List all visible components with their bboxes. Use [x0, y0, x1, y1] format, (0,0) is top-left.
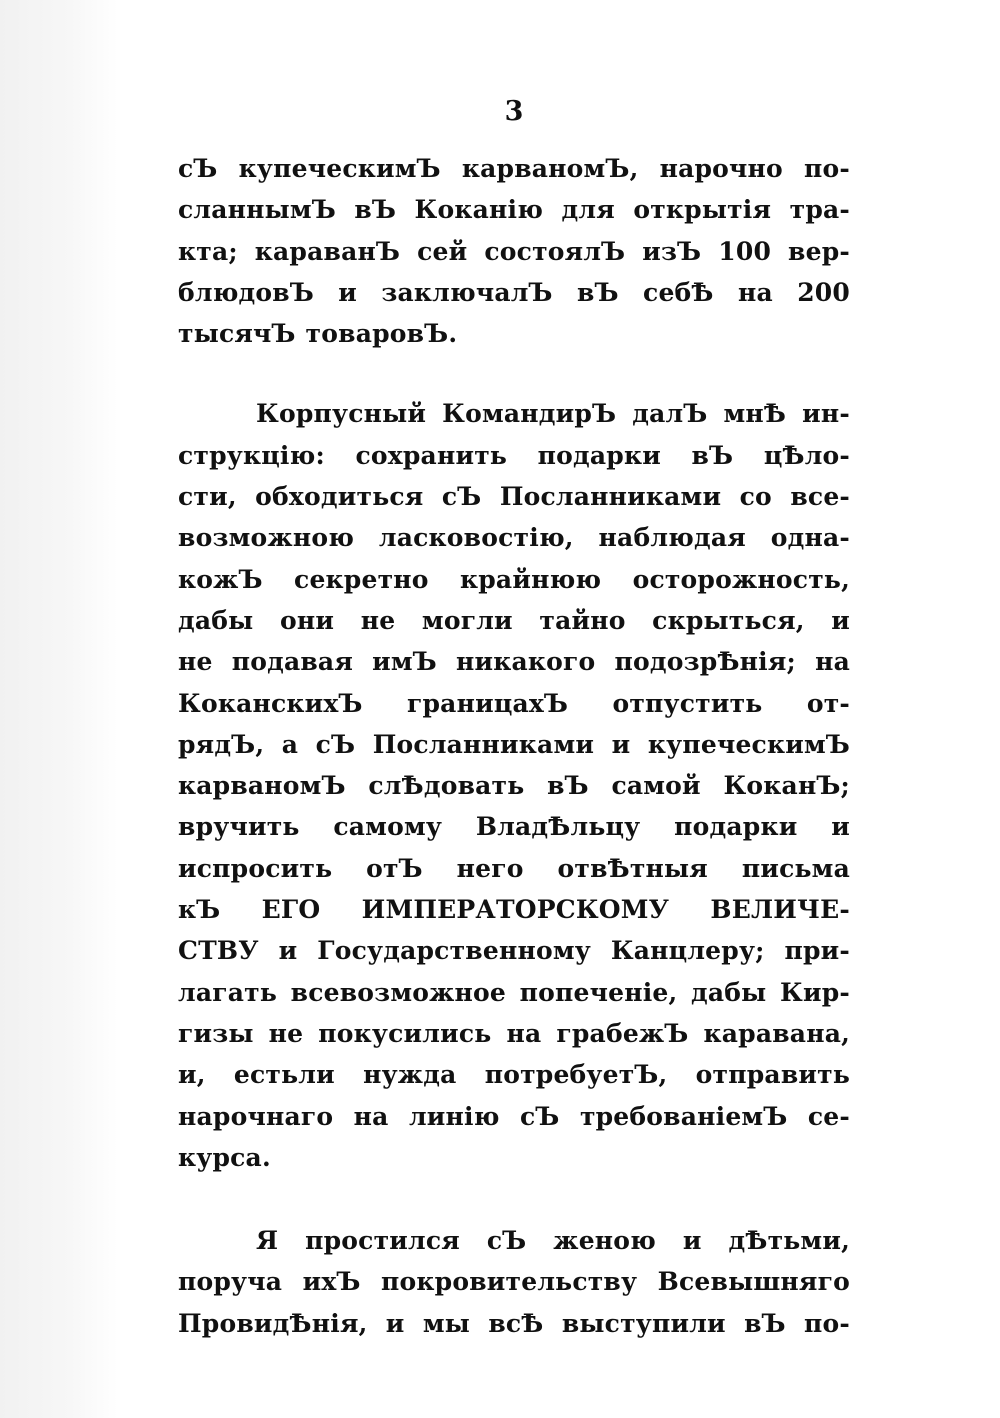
- text-line: гизы не покусились на грабежЪ каравана,: [178, 1018, 850, 1048]
- text-line: блюдовЪ и заключалЪ вЪ себѢ на 200: [178, 277, 850, 307]
- text-line: курса.: [178, 1142, 271, 1172]
- text-line: тысячЪ товаровЪ.: [178, 319, 458, 349]
- text-line: не подавая имЪ никакого подозрѢнiя; на: [178, 647, 850, 677]
- text-line: струкцiю: сохранить подарки вЪ цѢло-: [178, 440, 850, 470]
- paragraph-3: [178, 1220, 850, 1344]
- text-line: поруча ихЪ покровительству Всевышняго: [178, 1267, 850, 1297]
- text-line: сланнымЪ вЪ Коканiю для открытiя тра-: [178, 195, 850, 225]
- text-line: нарочнаго на линiю сЪ требованiемЪ се-: [178, 1101, 850, 1131]
- text-line: испросить отЪ него отвѢтныя письма: [178, 853, 850, 883]
- text-line: СТВУ и Государственному Канцлеру; при-: [178, 936, 850, 966]
- text-line: лагать всевозможное попеченiе, дабы Кир-: [178, 977, 850, 1007]
- text-line: ПровидѢнiя, и мы всѢ выступили вЪ по-: [178, 1308, 850, 1338]
- text-line: сЪ купеческимЪ карваномЪ, нарочно по-: [178, 154, 850, 183]
- scan-margin-shadow: [0, 0, 118, 1418]
- text-line: Корпусный КомандирЪ далЪ мнѢ ин-: [256, 399, 850, 429]
- text-line: кЪ ЕГО ИМПЕРАТОРСКОМУ ВЕЛИЧЕ-: [178, 895, 850, 925]
- paragraph-2: [178, 393, 850, 1178]
- text-line: Я простился сЪ женою и дѢтьми,: [256, 1226, 850, 1256]
- text-line: рядЪ, а сЪ Посланниками и купеческимЪ: [178, 729, 850, 759]
- text-line: вручить самому ВладѢльцу подарки и: [178, 812, 850, 842]
- page-number: 3: [504, 96, 524, 127]
- text-line: возможною ласковостiю, наблюдая одна-: [178, 523, 850, 553]
- text-line: КоканскихЪ границахЪ отпустить от-: [178, 688, 850, 718]
- text-line: и, естьли нужда потребуетЪ, отправить: [178, 1060, 850, 1090]
- text-line: сти, обходиться сЪ Посланниками со все-: [178, 482, 850, 512]
- paragraph-gap: [178, 1178, 850, 1220]
- book-page: [178, 90, 850, 1344]
- text-line: карваномЪ слѢдовать вЪ самой КоканЪ;: [178, 771, 850, 801]
- text-line: кожЪ секретно крайнюю осторожность,: [178, 564, 850, 594]
- text-line: кта; караванЪ сей состоялЪ изЪ 100 вер-: [178, 236, 850, 266]
- paragraph-1: [178, 148, 850, 354]
- text-line: дабы они не могли тайно скрыться, и: [178, 605, 850, 635]
- paragraph-gap: [178, 354, 850, 393]
